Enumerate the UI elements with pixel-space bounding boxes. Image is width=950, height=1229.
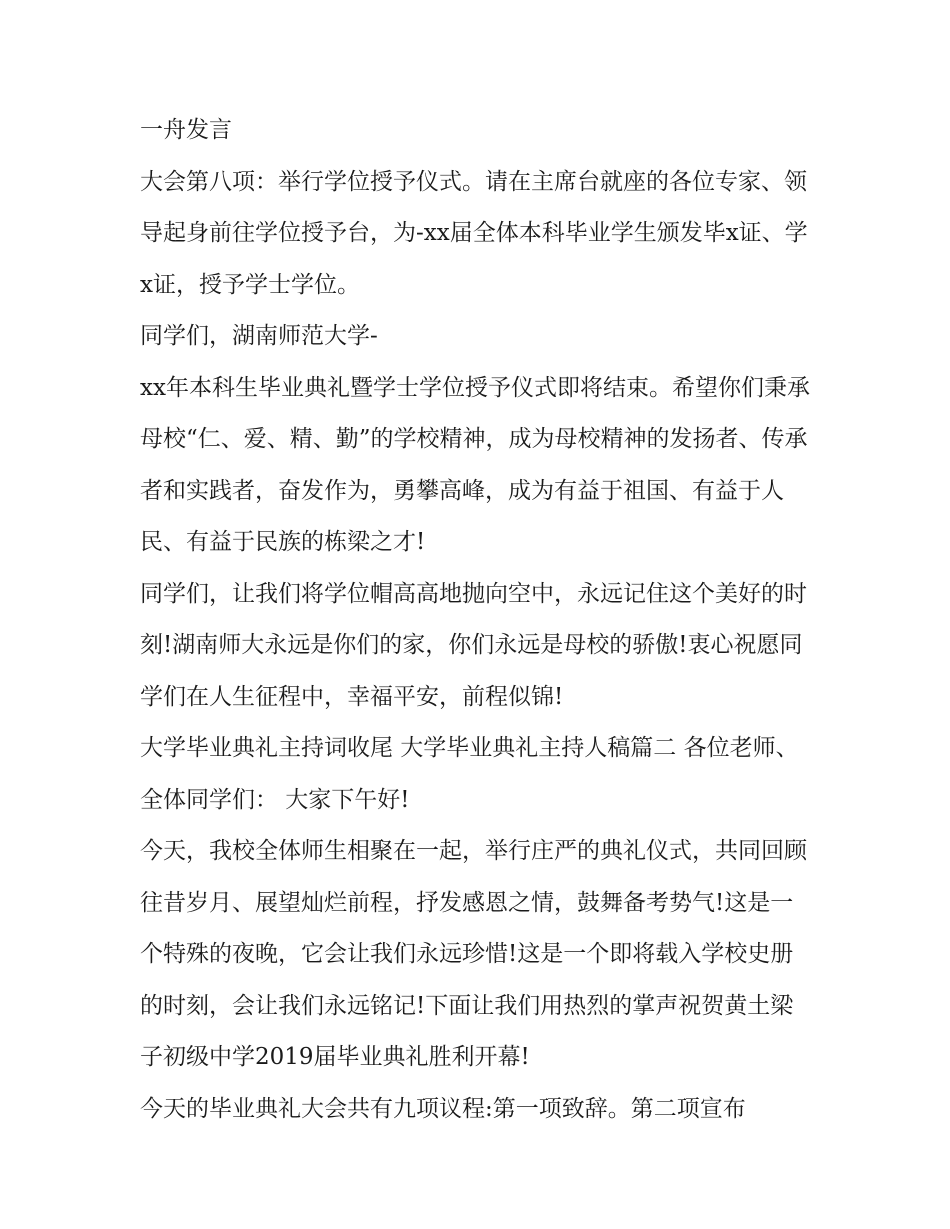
paragraph-closing-wishes: xx年本科生毕业典礼暨学士学位授予仪式即将结束。希望你们秉承母校“仁、爱、精、勤”的学校精神，成为母校精神的发扬者、传承者和实践者，奋发作为，勇攀高峰，成为有益于祖国、有益于人民、有益于民族的栋梁之才! [140,374,810,555]
paragraph-agenda: 今天的毕业典礼大会共有九项议程:第一项致辞。第二项宣布 [140,1095,746,1122]
paragraph-heading: 一舟发言 [140,117,232,143]
document-body [140,105,815,1135]
paragraph-opening-remarks: 今天，我校全体师生相聚在一起，举行庄严的典礼仪式，共同回顾往昔岁月、展望灿烂前程，抒发感恩之情，鼓舞备考势气!这是一个特殊的夜晚，它会让我们永远珍惜!这是一个即将载入学校史册的时刻，会让我们永远铭记!下面让我们用热烈的掌声祝贺黄土梁子初级中学2019届毕业典礼胜利开幕! [140,838,807,1070]
paragraph-cap-toss: 同学们，让我们将学位帽高高地抛向空中，永远记住这个美好的时刻!湖南师大永远是你们的家，你们永远是母校的骄傲!衷心祝愿同学们在人生征程中，幸福平安，前程似锦! [140,580,807,710]
paragraph-degree-ceremony: 大会第八项：举行学位授予仪式。请在主席台就座的各位专家、领导起身前往学位授予台，为-xx届全体本科毕业学生颁发毕x证、学x证，授予学士学位。 [140,168,808,298]
paragraph-students-address: 同学们，湖南师范大学- [140,323,378,349]
paragraph-second-script-intro: 大学毕业典礼主持词收尾 大学毕业典礼主持人稿篇二 各位老师、全体同学们： 大家下午好! [140,735,799,813]
